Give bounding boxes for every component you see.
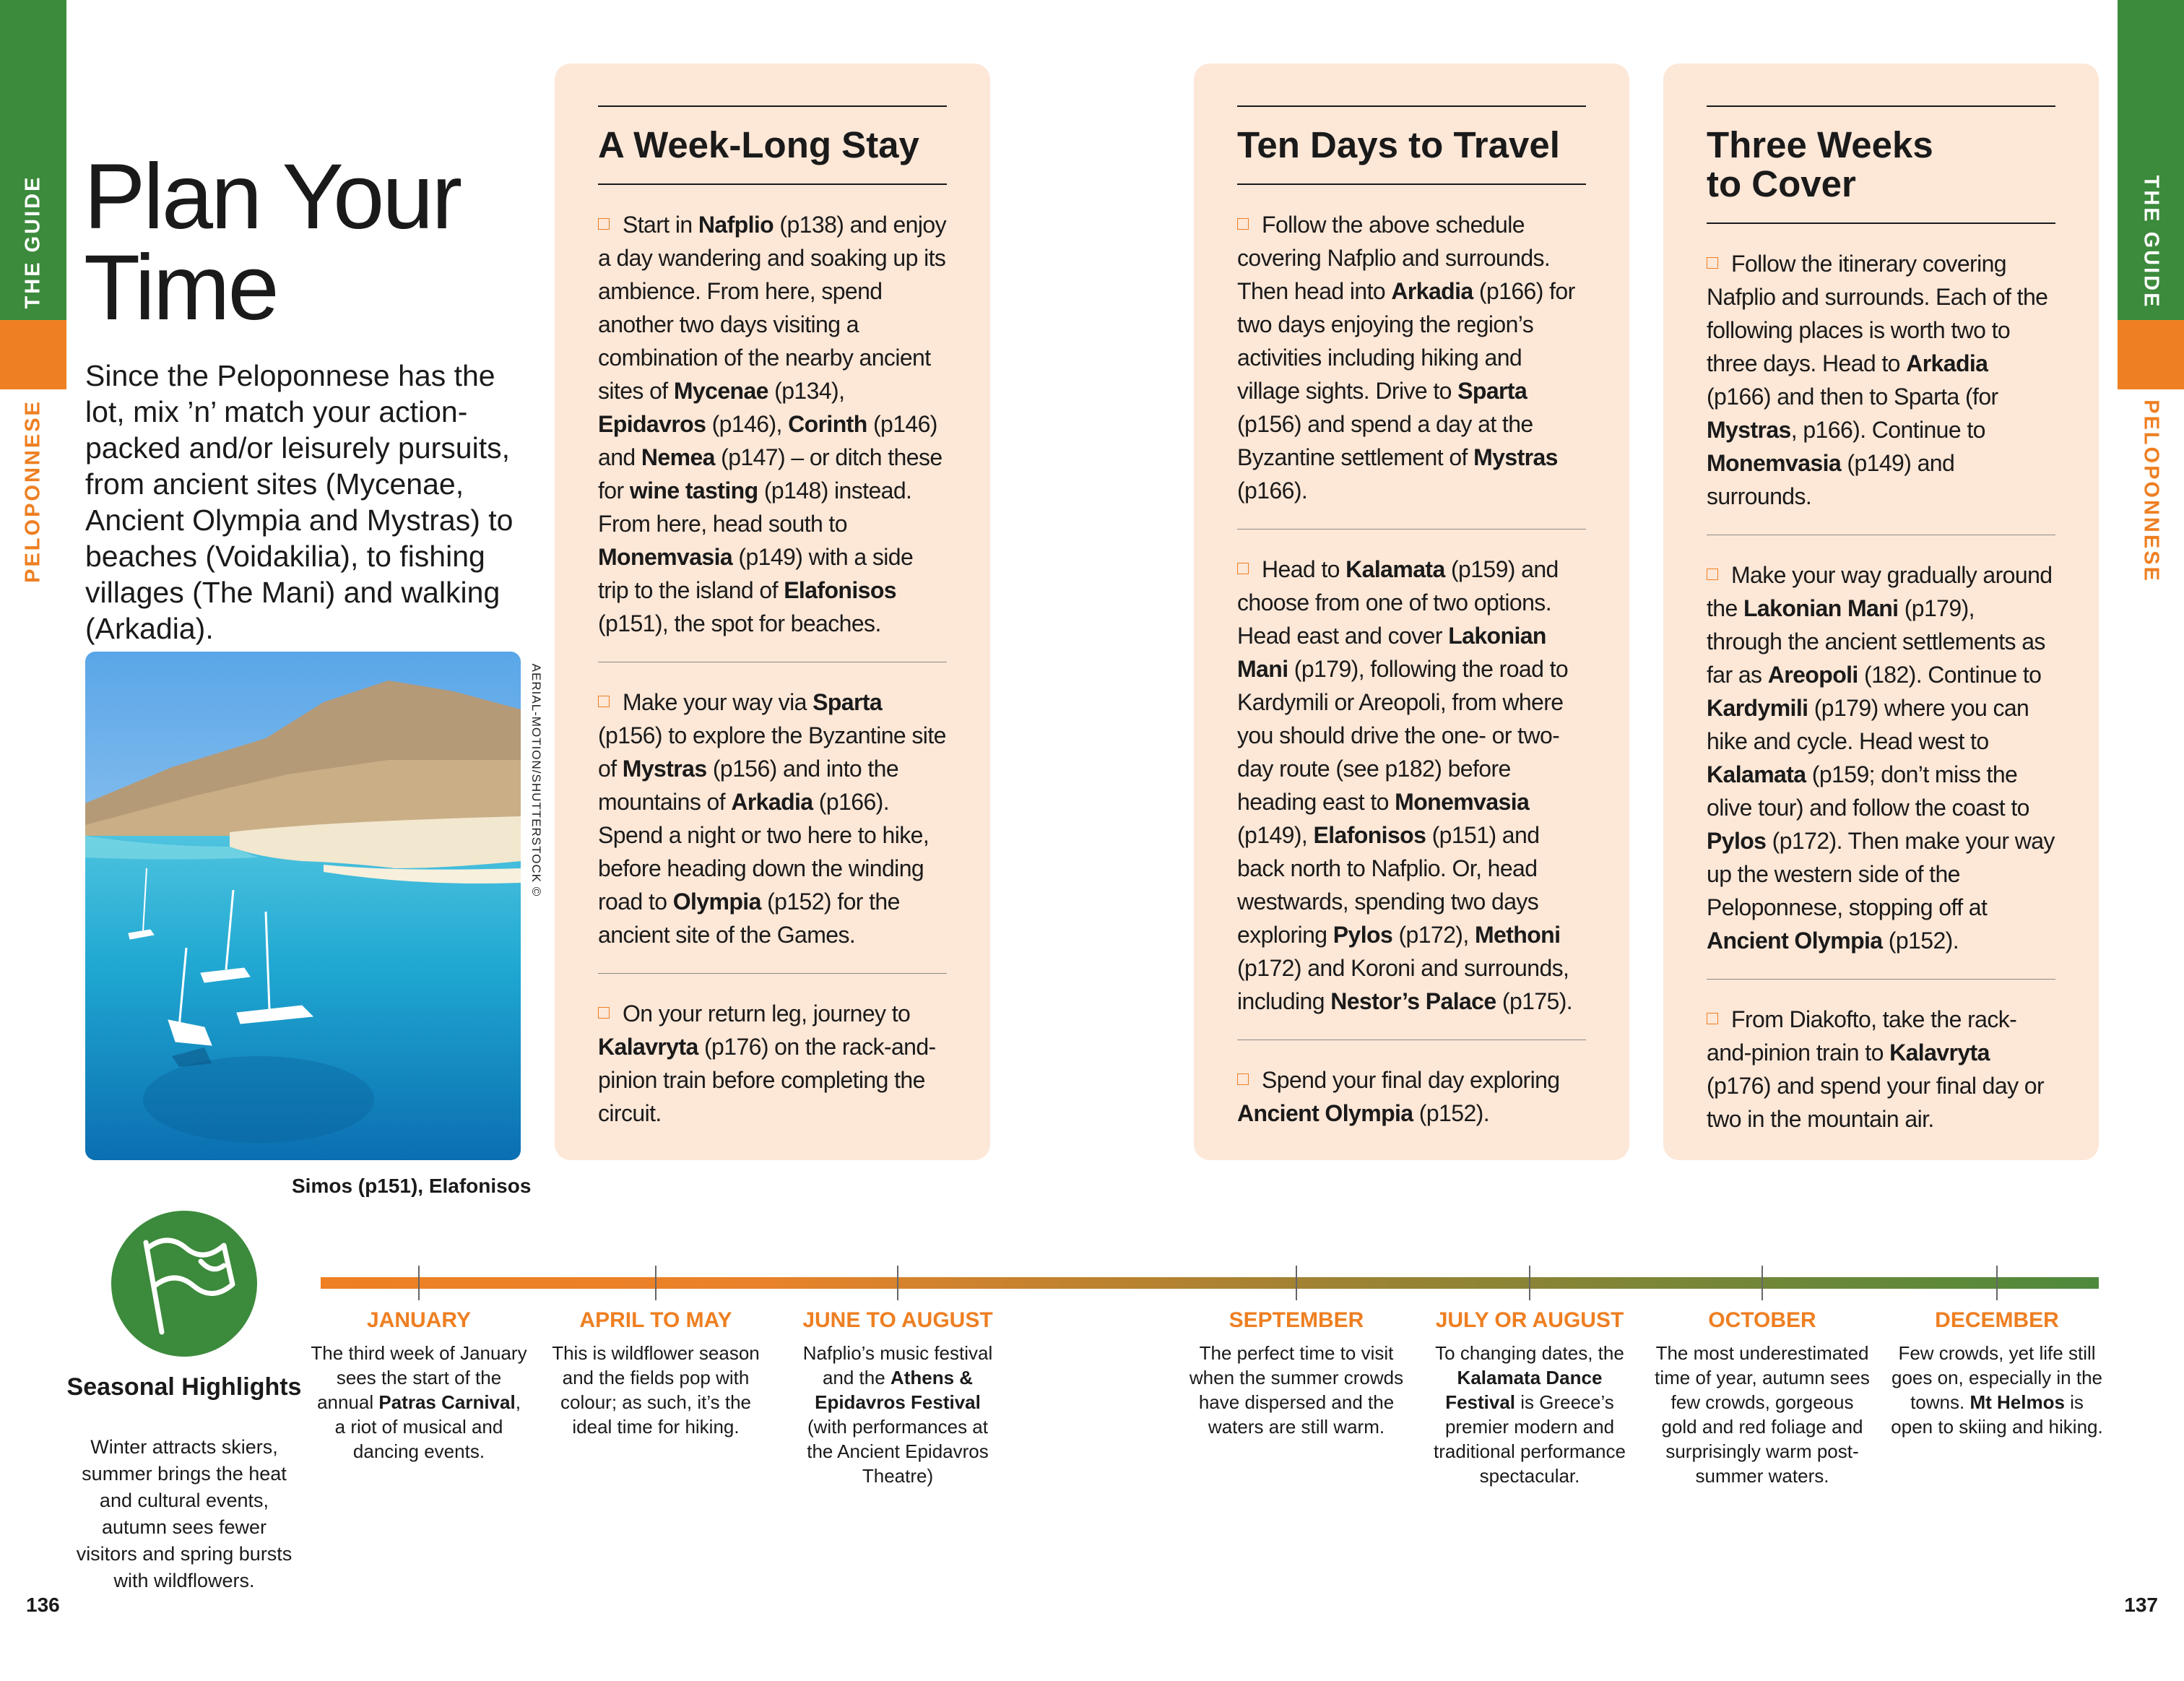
itinerary-item — [1707, 558, 2055, 980]
timeline-month: JANUARY — [367, 1308, 471, 1332]
itinerary-card-ten-days — [1194, 64, 1629, 1160]
place-name: Ancient Olympia — [1237, 1100, 1413, 1126]
timeline-month: SEPTEMBER — [1228, 1308, 1364, 1332]
text-run: Make your way gradually around the — [1707, 562, 2053, 621]
timeline-description — [1889, 1341, 2105, 1439]
region-label: PELOPONNESE — [2139, 399, 2163, 583]
text-run: (p159) and choose from one of two options. Head east and cover — [1237, 556, 1559, 649]
text-run: (p172) and Koroni and surrounds, including — [1237, 955, 1569, 1014]
place-name: Olympia — [672, 889, 761, 915]
timeline-tick — [1996, 1266, 1998, 1300]
text-run: (p138) and enjoy a day wandering and soaking up its ambience. From here, spend another two days visiting a combination of the nearby ancient sites of — [598, 212, 946, 404]
text-run: , a riot of musical and dancing events. — [334, 1391, 521, 1462]
text-run: (p175). — [1496, 988, 1573, 1014]
section-label: THE GUIDE — [21, 175, 45, 309]
text-run: To changing dates, the — [1435, 1342, 1624, 1364]
text-run: From Diakofto, take the rack-and-pinion train to — [1707, 1006, 2017, 1066]
checkbox-bullet-icon — [1237, 218, 1249, 230]
place-name: Sparta — [812, 689, 883, 715]
place-name: Arkadia — [1391, 278, 1473, 304]
place-name: Arkadia — [1906, 350, 1988, 376]
place-name: Kalavryta — [598, 1034, 698, 1060]
text-run: (p179) where you can hike and cycle. Head west to — [1707, 695, 2029, 754]
timeline-description — [547, 1341, 764, 1439]
timeline-event — [1188, 1308, 1405, 1439]
text-run: (p179), through the ancient settlements as far as — [1707, 595, 2045, 688]
place-name: Monemvasia — [598, 544, 733, 570]
timeline-event — [1654, 1308, 1871, 1488]
timeline-month: APRIL TO MAY — [579, 1308, 732, 1332]
itinerary-item — [598, 208, 947, 662]
timeline-description — [1654, 1341, 1871, 1488]
seasonal-title: Seasonal Highlights — [66, 1373, 302, 1401]
timeline-tick — [1296, 1266, 1297, 1300]
timeline-event — [311, 1308, 527, 1464]
text-run: Make your way via — [623, 689, 813, 715]
checkbox-bullet-icon — [1707, 569, 1718, 580]
place-name: wine tasting — [629, 477, 758, 504]
timeline-description — [1421, 1341, 1638, 1488]
itinerary-item — [1237, 553, 1586, 1040]
itinerary-item — [1707, 1003, 2055, 1157]
place-name: Kardymili — [1707, 695, 1808, 721]
place-name: Pylos — [1332, 922, 1393, 948]
place-name: Kalamata — [1346, 556, 1445, 582]
text-run: , p166). Continue to — [1790, 417, 1985, 443]
itinerary-item — [1237, 208, 1586, 530]
section-label: THE GUIDE — [2139, 175, 2163, 309]
place-name: Nafplio — [698, 212, 774, 238]
text-run: (182). Continue to — [1858, 662, 2042, 688]
photo-illustration — [85, 652, 521, 1160]
text-run: (p176) and spend your final day or two in the mountain air. — [1707, 1073, 2045, 1132]
timeline-month: JULY OR AUGUST — [1435, 1308, 1624, 1332]
section-tab-orange — [2118, 320, 2184, 389]
place-name: Mycenae — [673, 378, 768, 404]
place-name: Methoni — [1474, 922, 1561, 948]
itinerary-item — [598, 997, 947, 1151]
text-run: The perfect time to visit when the summer crowds have dispersed and the waters are still warm. — [1189, 1342, 1404, 1438]
text-run: (p156) and into the mountains of — [598, 756, 899, 815]
place-name: Kalamata Dance Festival — [1445, 1367, 1603, 1413]
place-name: Nestor’s Palace — [1330, 988, 1496, 1014]
timeline-month: OCTOBER — [1708, 1308, 1816, 1332]
text-run: The third week of January sees the start of the annual — [311, 1342, 527, 1413]
text-run: (p152). — [1413, 1100, 1489, 1126]
text-run: Few crowds, yet life still goes on, especially in the towns. — [1892, 1342, 2102, 1413]
text-run: Start in — [623, 212, 698, 238]
place-name: Arkadia — [731, 789, 813, 815]
place-name: Mystras — [1473, 444, 1558, 470]
text-run: On your return leg, journey to — [623, 1001, 911, 1027]
timeline-tick — [655, 1266, 656, 1300]
text-run: (p148) instead. From here, head south to — [598, 477, 912, 537]
section-tab-orange — [0, 320, 66, 389]
itinerary-card-three-weeks — [1663, 64, 2099, 1160]
text-run: Spend your final day exploring — [1262, 1067, 1560, 1093]
text-run: (p149), — [1237, 822, 1314, 848]
intro-text: Since the Peloponnese has the lot, mix ’n’ match your action-packed and/or leisurely pursuits, from ancient sites (Mycenae, Ancient Olympia and Mystras) to beaches (Voidakilia), to fishing villages (The Mani) and walking (Arkadia). — [85, 359, 514, 645]
checkbox-bullet-icon — [1707, 257, 1718, 269]
text-run: (p166) for two days enjoying the region’s activities including hiking and village sights. Drive to — [1237, 278, 1575, 404]
text-run: (p146), — [706, 411, 789, 437]
card-title: A Week-Long Stay — [598, 124, 919, 165]
timeline-event — [547, 1308, 764, 1439]
place-name: Ancient Olympia — [1707, 928, 1883, 954]
text-run: (p166). Spend a night or two here to hike, before heading down the winding road to — [598, 789, 930, 915]
text-run: The most underestimated time of year, autumn sees few crowds, gorgeous gold and red foliage and surprisingly warm post-summer waters. — [1655, 1342, 1870, 1487]
place-name: Lakonian Mani — [1743, 595, 1899, 621]
card-title: Three Weeks to Cover — [1707, 124, 1933, 204]
text-run: This is wildflower season and the fields pop with colour; as such, it’s the ideal time for hiking. — [552, 1342, 760, 1438]
timeline-description — [1188, 1341, 1405, 1439]
place-name: Corinth — [788, 411, 867, 437]
place-name: Mystras — [622, 756, 707, 782]
text-run: (p179), following the road to Kardymili or Areopoli, from where you should drive the one- or two- day route (see p182) before heading east to — [1237, 656, 1569, 815]
place-name: Lakonian Mani — [1237, 623, 1546, 682]
checkbox-bullet-icon — [598, 696, 610, 707]
itinerary-item — [1237, 1063, 1586, 1151]
timeline-description — [311, 1341, 527, 1464]
place-name: Elafonisos — [1313, 822, 1426, 848]
card-top-rule — [1707, 105, 2055, 107]
timeline-tick — [1529, 1266, 1530, 1300]
text-run: (with performances at the Ancient Epidavros Theatre) — [807, 1416, 989, 1487]
card-items — [598, 183, 947, 1151]
card-items — [1237, 183, 1586, 1151]
timeline-event — [793, 1308, 1002, 1488]
page-number-left: 136 — [26, 1594, 60, 1616]
text-run: (p151) and back north to Nafplio. Or, head westwards, spending two days exploring — [1237, 822, 1540, 948]
place-name: Athens & Epidavros Festival — [815, 1367, 981, 1413]
timeline-tick — [897, 1266, 898, 1300]
text-run: Head to — [1262, 556, 1346, 582]
text-run: (p134), — [768, 378, 845, 404]
place-name: Monemvasia — [1395, 789, 1530, 815]
timeline-event — [1421, 1308, 1638, 1488]
place-name: Patras Carnival — [378, 1391, 516, 1413]
card-top-rule — [598, 105, 947, 107]
timeline-month: DECEMBER — [1935, 1308, 2059, 1332]
place-name: Kalavryta — [1889, 1040, 1990, 1066]
checkbox-bullet-icon — [1237, 563, 1249, 574]
card-title: Ten Days to Travel — [1237, 124, 1560, 165]
text-run: (p149) and surrounds. — [1707, 450, 1955, 509]
timeline-event — [1889, 1308, 2105, 1439]
text-run: is open to skiing and hiking. — [1891, 1391, 2103, 1438]
checkbox-bullet-icon — [598, 218, 610, 230]
text-run: (p147) – or ditch these for — [598, 444, 942, 504]
timeline-tick — [418, 1266, 420, 1300]
page-number-right: 137 — [2124, 1594, 2158, 1616]
text-run: (p149) with a side trip to the island of — [598, 544, 914, 603]
text-run: Follow the above schedule covering Nafplio and surrounds. Then head into — [1237, 212, 1551, 304]
text-run: Follow the itinerary covering Nafplio and surrounds. Each of the following places is worth two to three days. Head to — [1707, 251, 2048, 376]
text-run: (p156) and spend a day at the Byzantine settlement of — [1237, 411, 1533, 470]
text-run: (p146) and — [598, 411, 937, 470]
place-name: Kalamata — [1707, 761, 1806, 787]
itinerary-item — [598, 686, 947, 974]
text-run: (p151), the spot for beaches. — [598, 610, 881, 636]
place-name: Epidavros — [598, 411, 706, 437]
text-run: (p172), — [1392, 922, 1475, 948]
itinerary-item — [1707, 247, 2055, 535]
checkbox-bullet-icon — [598, 1007, 610, 1019]
text-run: (p152) for the ancient site of the Games. — [598, 889, 900, 948]
place-name: Mystras — [1707, 417, 1791, 443]
timeline-tick — [1762, 1266, 1763, 1300]
page-title: Plan Your Time — [84, 145, 461, 340]
seasonal-description: Winter attracts skiers, summer brings the heat and cultural events, autumn sees fewer visitors and spring bursts with wildflowers. — [76, 1436, 292, 1591]
photo-simos-beach — [85, 652, 521, 1160]
photo-caption: Simos (p151), Elafonisos — [292, 1175, 532, 1197]
region-label: PELOPONNESE — [21, 399, 45, 583]
checkbox-bullet-icon — [1707, 1013, 1718, 1024]
place-name: Areopoli — [1767, 662, 1858, 688]
card-items — [1707, 222, 2055, 1157]
place-name: Nemea — [641, 444, 715, 470]
place-name: Pylos — [1707, 828, 1767, 854]
text-run: (p172). Then make your way up the western side of the Peloponnese, stopping off at — [1707, 828, 2055, 920]
place-name: Monemvasia — [1707, 450, 1842, 476]
text-run: (p152). — [1882, 928, 1959, 954]
place-name: Mt Helmos — [1970, 1391, 2065, 1413]
place-name: Sparta — [1457, 378, 1528, 404]
checkbox-bullet-icon — [1237, 1073, 1249, 1085]
text-run: (p166). — [1237, 477, 1308, 504]
text-run: (p159; don’t miss the olive tour) and follow the coast to — [1707, 761, 2029, 821]
timeline-description — [793, 1341, 1002, 1488]
timeline-bar — [321, 1277, 2099, 1289]
text-run: (p176) on the rack-and-pinion train before completing the circuit. — [598, 1034, 936, 1126]
place-name: Elafonisos — [784, 577, 897, 603]
text-run: (p156) to explore the Byzantine site of — [598, 722, 946, 782]
itinerary-card-week — [555, 64, 990, 1160]
text-run: (p166) and then to Sparta (for — [1707, 384, 1998, 410]
text-run: is Greece’s premier modern and traditional performance spectacular. — [1434, 1391, 1626, 1487]
text-run: Nafplio’s music festival and the — [802, 1342, 993, 1388]
card-top-rule — [1237, 105, 1586, 107]
flag-icon — [111, 1211, 257, 1357]
timeline-month: JUNE TO AUGUST — [802, 1308, 993, 1332]
